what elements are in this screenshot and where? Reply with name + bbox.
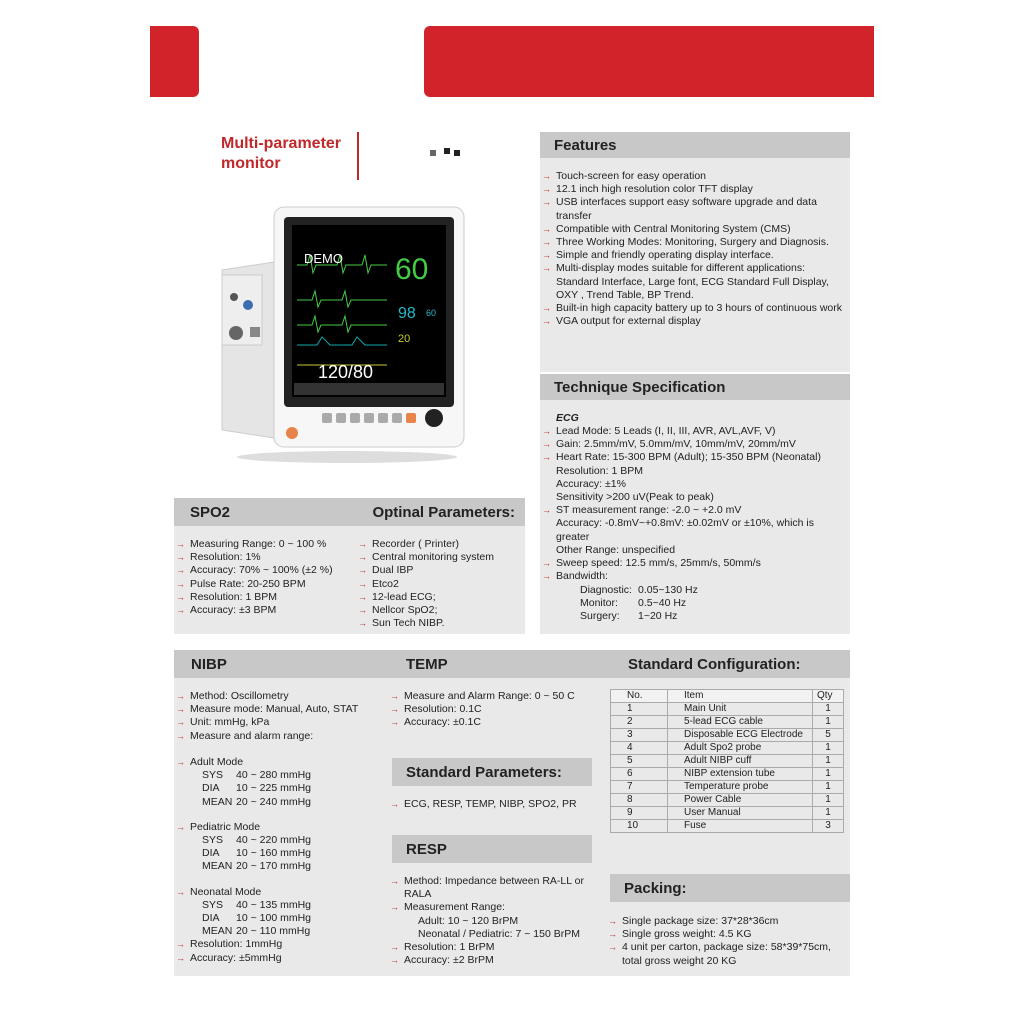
resp-list	[390, 875, 590, 967]
nibp-tail	[176, 938, 386, 964]
nibp-mode	[176, 886, 386, 939]
config-qty: 1	[813, 807, 844, 820]
nibp-item: → Unit: mmHg, kPa	[176, 716, 386, 729]
feature-item: → VGA output for external display	[542, 315, 842, 328]
temp-item: → Measure and Alarm Range: 0 ~ 50 C	[390, 690, 600, 703]
config-no: 7	[611, 781, 668, 794]
ecg-subheading: ECG	[556, 412, 579, 424]
col-qty: Qty	[813, 690, 844, 703]
technique-item: → Lead Mode: 5 Leads (I, II, III, AVR, AVL,AVF, V)	[542, 425, 842, 438]
feature-item: → Three Working Modes: Monitoring, Surgery and Diagnosis.	[542, 236, 842, 249]
spo2-heading: SPO2	[190, 503, 231, 521]
config-qty: 1	[813, 716, 844, 729]
feature-item: → Multi-display modes suitable for different applications: Standard Interface, Large font, ECG Standard Full Display, OXY , Trend Table, BP Trend.	[542, 262, 842, 302]
config-no: 5	[611, 755, 668, 768]
config-item: Adult NIBP cuff	[668, 755, 813, 768]
standard-params-text: → ECG, RESP, TEMP, NIBP, SPO2, PR	[390, 798, 600, 811]
config-qty: 1	[813, 781, 844, 794]
packing-item: → Single package size: 37*28*36cm	[608, 915, 838, 928]
left-red-banner	[150, 26, 199, 97]
standard-params-list	[390, 798, 600, 811]
bandwidth-value: 0.05~130 Hz	[638, 584, 698, 596]
nibp-mode-title: → Pediatric Mode	[176, 821, 386, 834]
nibp-mode-row	[176, 899, 386, 912]
nibp-mode-key: DIA	[202, 912, 220, 925]
temp-list	[390, 690, 600, 730]
config-row	[611, 755, 844, 768]
feature-item: → Touch-screen for easy operation	[542, 170, 842, 183]
screen-resp: 20	[398, 333, 411, 345]
config-no: 4	[611, 742, 668, 755]
config-no: 9	[611, 807, 668, 820]
temp-item: → Resolution: 0.1C	[390, 703, 600, 716]
spo2-item: → Resolution: 1%	[176, 551, 351, 564]
nibp-mode-title: → Neonatal Mode	[176, 886, 386, 899]
screen-demo: DEMO	[304, 251, 343, 266]
features-panel	[540, 132, 850, 372]
bandwidth-row	[580, 610, 820, 623]
packing-list	[608, 915, 838, 968]
nibp-mode	[176, 756, 386, 809]
config-item: Main Unit	[668, 703, 813, 716]
temp-item: → Accuracy: ±0.1C	[390, 716, 600, 729]
config-row	[611, 742, 844, 755]
optional-item: → Recorder ( Printer)	[358, 538, 523, 551]
config-body	[611, 703, 844, 833]
config-item: Disposable ECG Electrode	[668, 729, 813, 742]
feature-item: → USB interfaces support easy software upgrade and data transfer	[542, 196, 842, 222]
bottom-panel	[174, 650, 850, 976]
config-no: 1	[611, 703, 668, 716]
bandwidth-row	[580, 597, 820, 610]
nibp-mode-row	[176, 834, 386, 847]
optional-item: → 12-lead ECG;	[358, 591, 523, 604]
screen-nibp: 120/80	[318, 362, 374, 382]
nibp-item: → Method: Oscillometry	[176, 690, 386, 703]
product-title	[221, 134, 341, 174]
technique-panel	[540, 374, 850, 634]
config-no: 3	[611, 729, 668, 742]
config-item: User Manual	[668, 807, 813, 820]
title-divider	[357, 132, 359, 180]
config-row	[611, 716, 844, 729]
config-no: 10	[611, 820, 668, 833]
technique-item: → ST measurement range: -2.0 ~ +2.0 mV	[542, 504, 842, 517]
optional-item: → Dual IBP	[358, 564, 523, 577]
nibp-mode-value: 20 ~ 170 mmHg	[236, 860, 311, 873]
technique-item: Accuracy: ±1%	[556, 477, 626, 490]
nibp-mode-value: 40 ~ 135 mmHg	[236, 898, 311, 911]
config-row	[611, 794, 844, 807]
standard-params-heading: Standard Parameters:	[392, 758, 592, 786]
config-no: 8	[611, 794, 668, 807]
technique-list	[542, 425, 842, 583]
config-row	[611, 729, 844, 742]
nibp-item: → Measure and alarm range:	[176, 730, 386, 743]
nibp-mode-row	[176, 847, 386, 860]
spo2-list	[176, 538, 351, 617]
technique-item: Sensitivity >200 uV(Peak to peak)	[556, 491, 714, 504]
feature-item: → Simple and friendly operating display interface.	[542, 249, 842, 262]
screen-spo2: 98	[398, 305, 416, 322]
technique-heading: Technique Specification	[540, 374, 850, 400]
config-row	[611, 781, 844, 794]
nibp-mode-row	[176, 796, 386, 809]
optional-heading: Optinal Parameters:	[372, 503, 515, 521]
resp-resolution: → Resolution: 1 BrPM	[390, 941, 590, 954]
optional-item: → Etco2	[358, 578, 523, 591]
nibp-tail-item: → Resolution: 1mmHg	[176, 938, 386, 951]
config-header-row	[611, 690, 844, 703]
nibp-mode-value: 10 ~ 225 mmHg	[236, 782, 311, 795]
right-red-banner	[424, 26, 874, 97]
optional-item: → Central monitoring system	[358, 551, 523, 564]
col-no: No.	[611, 690, 668, 703]
nibp-mode-key: MEAN	[202, 925, 233, 938]
config-item: Adult Spo2 probe	[668, 742, 813, 755]
nibp-mode-row	[176, 925, 386, 938]
nibp-mode-row	[176, 912, 386, 925]
resp-accuracy: → Accuracy: ±2 BrPM	[390, 954, 590, 967]
packing-heading: Packing:	[610, 874, 850, 902]
nibp-mode-row	[176, 860, 386, 873]
nibp-mode-key: DIA	[202, 847, 220, 860]
spo2-item: → Accuracy: 70% ~ 100% (±2 %)	[176, 564, 351, 577]
nibp-list	[176, 690, 386, 743]
bandwidth-label: Surgery:	[580, 610, 620, 623]
config-item: NIBP extension tube	[668, 768, 813, 781]
technique-item: → Sweep speed: 12.5 mm/s, 25mm/s, 50mm/s	[542, 557, 842, 570]
nibp-mode-value: 20 ~ 110 mmHg	[236, 925, 311, 938]
nibp-mode-key: SYS	[202, 834, 224, 847]
feature-item: → Compatible with Central Monitoring System (CMS)	[542, 223, 842, 236]
config-qty: 1	[813, 742, 844, 755]
optional-item: → Sun Tech NIBP.	[358, 617, 523, 630]
technique-item: → Gain: 2.5mm/mV, 5.0mm/mV, 10mm/mV, 20mm/mV	[542, 438, 842, 451]
screen-pr: 60	[426, 308, 437, 318]
resp-method: → Method: Impedance between RA-LL or RALA	[390, 875, 590, 901]
bandwidth-list	[580, 584, 820, 624]
nibp-mode-row	[176, 782, 386, 795]
resp-heading: RESP	[392, 835, 592, 863]
optional-list	[358, 538, 523, 630]
bandwidth-row	[580, 584, 820, 597]
bandwidth-label: Diagnostic:	[580, 584, 632, 596]
optional-item: → Nellcor SpO2;	[358, 604, 523, 617]
bandwidth-label: Monitor:	[580, 597, 618, 610]
config-item: 5-lead ECG cable	[668, 716, 813, 729]
packing-item: → Single gross weight: 4.5 KG	[608, 928, 838, 941]
config-qty: 5	[813, 729, 844, 742]
config-qty: 1	[813, 794, 844, 807]
config-row	[611, 820, 844, 833]
config-table	[610, 689, 844, 833]
config-qty: 1	[813, 703, 844, 716]
temp-heading: TEMP	[406, 656, 448, 673]
config-heading: Standard Configuration:	[628, 656, 801, 673]
nibp-mode	[176, 821, 386, 874]
nibp-mode-value: 40 ~ 220 mmHg	[236, 834, 311, 847]
technique-item: Resolution: 1 BPM	[556, 464, 643, 477]
nibp-mode-row	[176, 769, 386, 782]
config-row	[611, 703, 844, 716]
nibp-item: → Measure mode: Manual, Auto, STAT	[176, 703, 386, 716]
bandwidth-value: 1~20 Hz	[638, 610, 678, 623]
nibp-mode-key: DIA	[202, 782, 220, 795]
technique-item: Accuracy: -0.8mV~+0.8mV: ±0.02mV or ±10%, which is greater	[556, 517, 814, 543]
nibp-mode-key: MEAN	[202, 795, 233, 808]
title-line-1: Multi-parameter	[221, 135, 342, 152]
bandwidth-value: 0.5~40 Hz	[638, 597, 687, 610]
screen-hr: 60	[395, 253, 429, 286]
nibp-mode-value: 20 ~ 240 mmHg	[236, 795, 311, 808]
col-item: Item	[668, 690, 813, 703]
config-no: 6	[611, 768, 668, 781]
config-qty: 3	[813, 820, 844, 833]
nibp-heading: NIBP	[191, 656, 227, 673]
spo2-panel	[174, 498, 525, 634]
monitor-device-icon	[212, 205, 470, 465]
config-item: Temperature probe	[668, 781, 813, 794]
pixel-mark	[430, 148, 460, 158]
resp-adult: Adult: 10 ~ 120 BrPM	[418, 914, 519, 927]
nibp-mode-key: MEAN	[202, 860, 233, 873]
technique-item: → Heart Rate: 15-300 BPM (Adult); 15-350 BPM (Neonatal)	[542, 451, 842, 464]
nibp-mode-value: 40 ~ 280 mmHg	[236, 769, 311, 782]
feature-item: → 12.1 inch high resolution color TFT display	[542, 183, 842, 196]
config-qty: 1	[813, 755, 844, 768]
config-item: Power Cable	[668, 794, 813, 807]
nibp-mode-key: SYS	[202, 898, 224, 911]
monitor-illustration	[212, 205, 470, 465]
technique-item: Other Range: unspecified	[556, 543, 676, 556]
spo2-item: → Accuracy: ±3 BPM	[176, 604, 351, 617]
spo2-item: → Pulse Rate: 20-250 BPM	[176, 578, 351, 591]
nibp-mode-key: SYS	[202, 769, 224, 782]
feature-item: → Built-in high capacity battery up to 3 hours of continuous work	[542, 302, 842, 315]
nibp-tail-item: → Accuracy: ±5mmHg	[176, 952, 386, 965]
config-no: 2	[611, 716, 668, 729]
config-qty: 1	[813, 768, 844, 781]
nibp-mode-title: → Adult Mode	[176, 756, 386, 769]
title-line-2: monitor	[221, 155, 281, 172]
config-row	[611, 807, 844, 820]
nibp-modes	[176, 756, 386, 965]
resp-neonatal: Neonatal / Pediatric: 7 ~ 150 BrPM	[418, 927, 580, 940]
config-row	[611, 768, 844, 781]
nibp-mode-value: 10 ~ 160 mmHg	[236, 847, 311, 860]
packing-item: → 4 unit per carton, package size: 58*39*75cm, total gross weight 20 KG	[608, 941, 838, 967]
config-item: Fuse	[668, 820, 813, 833]
technique-item: → Bandwidth:	[542, 570, 842, 583]
features-heading: Features	[540, 132, 850, 158]
spo2-item: → Resolution: 1 BPM	[176, 591, 351, 604]
resp-range: → Measurement Range:	[390, 901, 590, 914]
nibp-mode-value: 10 ~ 100 mmHg	[236, 912, 311, 925]
spo2-item: → Measuring Range: 0 ~ 100 %	[176, 538, 351, 551]
features-list	[542, 170, 842, 328]
